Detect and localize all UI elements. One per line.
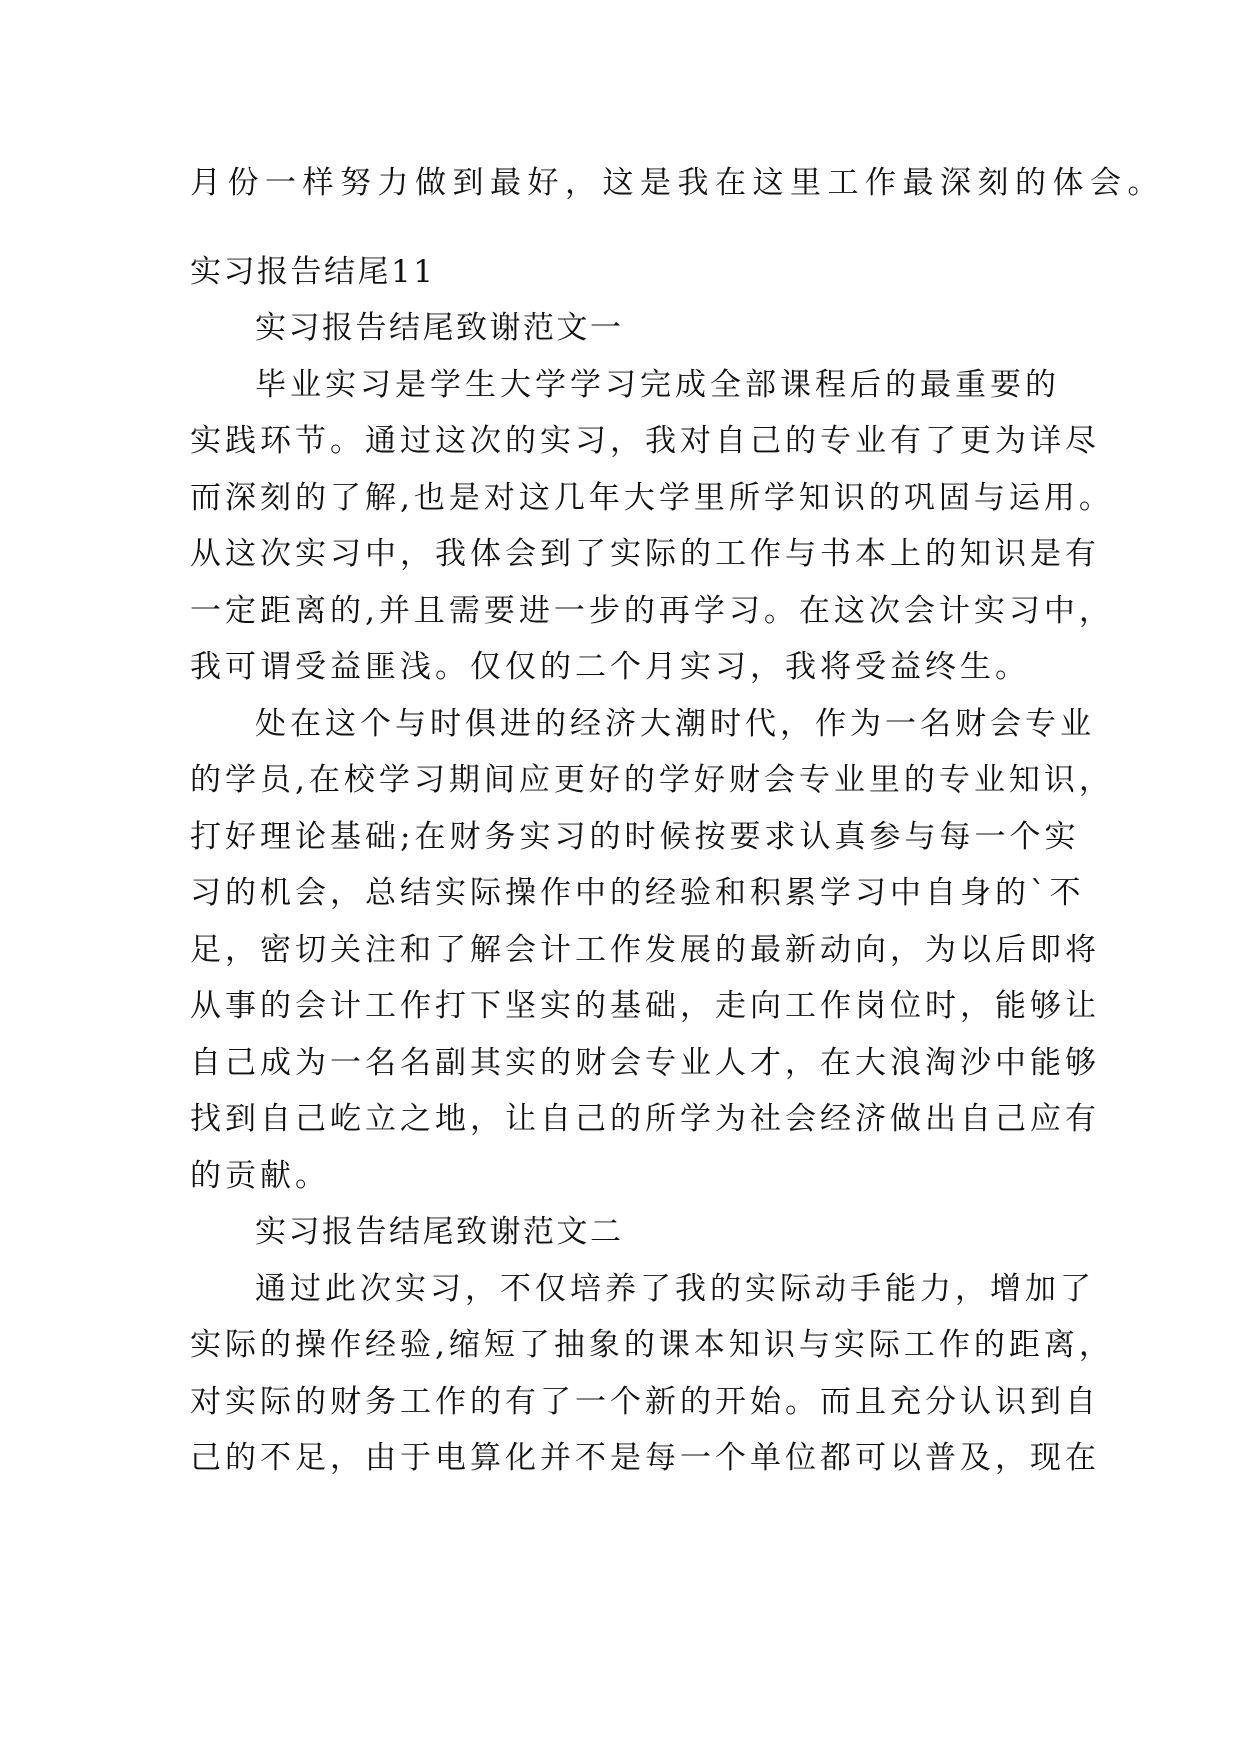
paragraph-line: 实际的操作经验,缩短了抽象的课本知识与实际工作的距离， (190, 1327, 1114, 1363)
paragraph-line: 通过此次实习，不仅培养了我的实际动手能力，增加了 (255, 1271, 1095, 1307)
paragraph-line: 的贡献。 (190, 1158, 330, 1194)
paragraph-line: 实践环节。通过这次的实习，我对自己的专业有了更为详尽 (190, 423, 1100, 459)
paragraph-line: 对实际的财务工作的有了一个新的开始。而且充分认识到自 (190, 1384, 1100, 1420)
subsection-heading: 实习报告结尾致谢范文二 (255, 1214, 624, 1250)
paragraph-line: 足，密切关注和了解会计工作发展的最新动向，为以后即将 (190, 932, 1100, 968)
paragraph-line: 自己成为一名名副其实的财会专业人才，在大浪淘沙中能够 (190, 1045, 1100, 1081)
paragraph-line: 己的不足，由于电算化并不是每一个单位都可以普及，现在 (190, 1440, 1100, 1476)
paragraph-line: 毕业实习是学生大学学习完成全部课程后的最重要的 (255, 367, 1060, 403)
paragraph-line: 月份一样努力做到最好，这是我在这里工作最深刻的体会。 (190, 165, 1165, 201)
paragraph-line: 而深刻的了解,也是对这几年大学里所学知识的巩固与运用。 (190, 480, 1114, 516)
paragraph-line: 的学员,在校学习期间应更好的学好财会专业里的专业知识， (190, 762, 1114, 798)
paragraph-line: 习的机会，总结实际操作中的经验和积累学习中自身的`不 (190, 875, 1085, 911)
section-heading: 实习报告结尾11 (190, 254, 436, 290)
paragraph-line: 找到自己屹立之地，让自己的所学为社会经济做出自己应有 (190, 1101, 1100, 1137)
subsection-heading: 实习报告结尾致谢范文一 (255, 310, 624, 346)
paragraph-line: 处在这个与时俱进的经济大潮时代，作为一名财会专业 (255, 706, 1095, 742)
paragraph-line: 打好理论基础;在财务实习的时候按要求认真参与每一个实 (190, 819, 1080, 855)
paragraph-line: 我可谓受益匪浅。仅仅的二个月实习，我将受益终生。 (190, 649, 1030, 685)
paragraph-line: 从这次实习中，我体会到了实际的工作与书本上的知识是有 (190, 536, 1100, 572)
paragraph-line: 从事的会计工作打下坚实的基础，走向工作岗位时，能够让 (190, 988, 1100, 1024)
paragraph-line: 一定距离的,并且需要进一步的再学习。在这次会计实习中， (190, 593, 1114, 629)
